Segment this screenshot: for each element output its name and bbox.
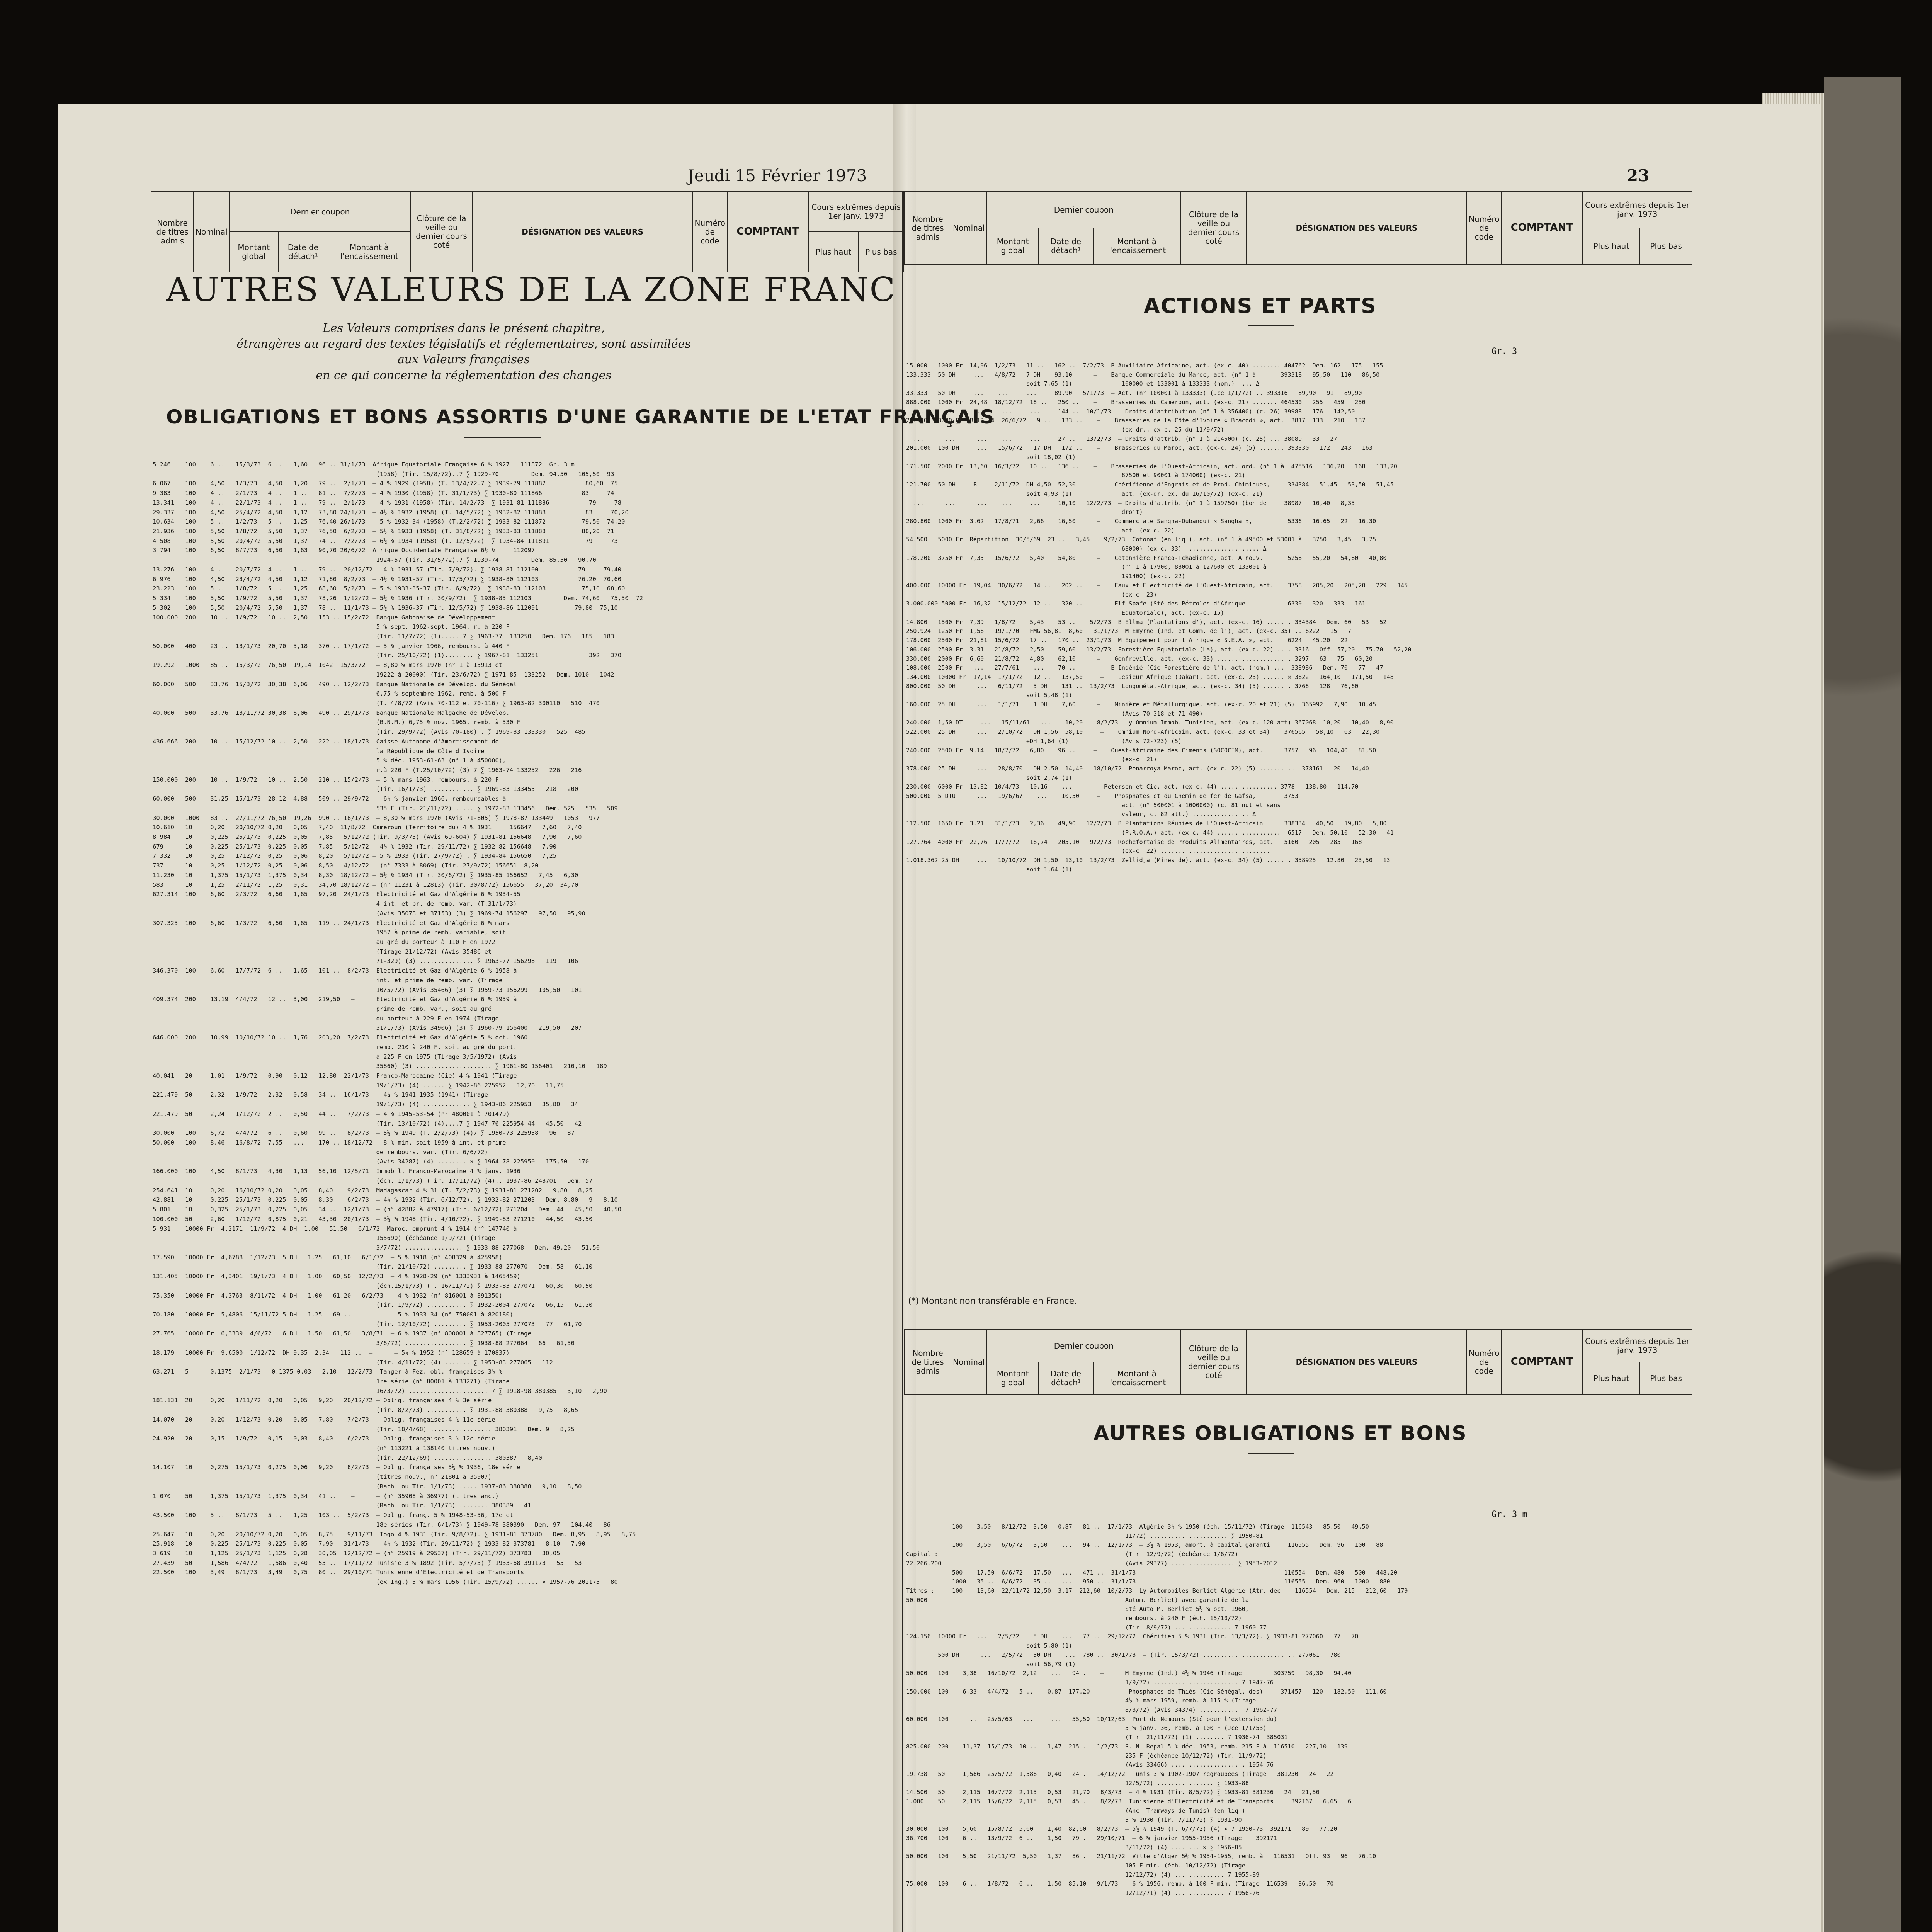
- table-row: (Tir. 16/1/73) ............ ∑ 1969-83 133455 218 200: [153, 786, 578, 793]
- table-row: 11/72) ...................... ∑ 1950-81: [906, 1532, 1263, 1539]
- hdr-plus-bas-r: Plus bas: [1640, 228, 1692, 264]
- table-row: 29.337 100 4,50 25/4/72 4,50 1,12 73,80 24/1/73 — 4½ % 1932 (1958) (T. 14/5/72) ∑ 1932-82 111888 83 70,20: [153, 509, 629, 516]
- table-row: Titres : 100 13,60 22/11/72 12,50 3,17 212,60 10/2/73 Ly Automobiles Berliet Algérie (Atr. dec 116554 Dem. 215 212,60 179: [906, 1587, 1408, 1594]
- table-row: 10.610 10 0,20 20/10/72 0,20 0,05 7,40 11/8/72 Cameroun (Territoire du) 4 % 1931 156647 7,60 7,40: [153, 824, 582, 831]
- table-row: à 225 F en 1975 (Tirage 3/5/1972) (Avis: [153, 1053, 517, 1060]
- section-rule: [1248, 325, 1294, 326]
- table-row: (Avis 33466) ..................... 1954-76: [906, 1761, 1274, 1769]
- center-divider: [902, 191, 903, 1932]
- table-row: 230.000 6000 Fr 13,82 10/4/73 10,16 ... — Petersen et Cie, act. (ex-c. 44) ................ 3778 138,80 114,70: [906, 783, 1359, 791]
- actions-table-body: [906, 361, 1690, 1281]
- table-row: (titres nouv., n° 21801 à 35907): [153, 1473, 492, 1481]
- table-row: 13.276 100 4 .. 20/7/72 4 .. 1 .. 79 .. 20/12/72 — 4 % 1931-57 (Tir. 7/9/72). ∑ 1938-81 112100 79 79,40: [153, 566, 622, 573]
- hdr-code: Numéro de code: [693, 192, 727, 272]
- table-row: 87500 et 90001 à 174000) (ex-c. 21): [906, 472, 1245, 479]
- table-row: 19.738 50 1,586 25/5/72 1,586 0,40 24 .. 14/12/72 Tunis 3 % 1902-1907 regroupées (Tirage 381230 24 22: [906, 1770, 1334, 1777]
- table-row: 133.333 50 DH ... 4/8/72 7 DH 93,10 — Banque Commerciale du Maroc, act. (n° 1 à 393318 95,50 110 86,50: [906, 371, 1380, 378]
- table-row: 5 % déc. 1953-61-63 (n° 1 à 450000),: [153, 757, 506, 764]
- table-row: 23.223 100 5 .. 1/8/72 5 .. 1,25 68,60 5/2/73 — 5 % 1933-35-37 (Tir. 6/9/72) ∑ 1938-83 112108 75,10 68,60: [153, 585, 625, 592]
- actions-section-title: ACTIONS ET PARTS: [1144, 294, 1377, 318]
- table-row: remb. 210 à 240 F, soit au gré du port.: [153, 1043, 517, 1051]
- hdr-montant-global-r: Montant global: [987, 228, 1039, 264]
- table-row: ... ... ... ... ... 27 .. 13/2/73 — Droits d'attrib. (n° 1 à 214500) (c. 25) ... 38089 33 27: [906, 435, 1337, 442]
- table-row: 106.000 2500 Fr 3,31 21/8/72 2,50 59,60 13/2/73 Forestière Equatoriale (La), act. (ex-c. 22) .... 3316 Off. 57,20 75,70 52,20: [906, 646, 1412, 653]
- hdr-montant-encaissement-o: Montant à l'encaissement: [1093, 1362, 1181, 1395]
- table-row: (ex-c. 21): [906, 756, 1157, 763]
- table-row: (Tir. 11/7/72) (1)......7 ∑ 1963-77 133250 Dem. 176 185 183: [153, 633, 614, 640]
- table-row: du porteur à 229 F en 1974 (Tirage: [153, 1015, 499, 1022]
- table-row: 24.920 20 0,15 1/9/72 0,15 0,03 8,40 6/2/73 — Oblig. françaises 3 % 12e série: [153, 1435, 495, 1442]
- table-row: 9.383 100 4 .. 2/1/73 4 .. 1 .. 81 .. 7/2/73 — 4 % 1930 (1958) (T. 31/1/73) ∑ 1930-80 111866 83 74: [153, 490, 614, 497]
- table-row: (Tir. 8/9/72) ................ 7 1960-77: [906, 1624, 1267, 1631]
- table-row: 1re série (n° 80001 à 133271) (Tirage: [153, 1378, 510, 1385]
- hdr-cloture: Clôture de la veille ou dernier cours coté: [411, 192, 473, 272]
- table-row: 3/6/72) ................. ∑ 1938-88 277064 66 61,50: [153, 1340, 575, 1347]
- table-row: 60.000 100 ... 25/5/63 ... ... 55,50 10/12/63 Port de Nemours (Sté pour l'extension du): [906, 1715, 1277, 1723]
- oblig-column-header: [904, 1329, 1692, 1395]
- hdr-cloture-r: Clôture de la veille ou dernier cours coté: [1181, 192, 1247, 264]
- table-row: (ex-c. 22) ...............................: [906, 847, 1270, 855]
- table-row: 27.765 10000 Fr 6,3339 4/6/72 6 DH 1,50 61,50 3/8/71 — 6 % 1937 (n° 800001 à 827765) (Tirage: [153, 1330, 531, 1337]
- hdr-montant-global-o: Montant global: [987, 1362, 1039, 1395]
- hdr-code-o: Numéro de code: [1467, 1330, 1501, 1395]
- right-column-header: [904, 191, 1692, 265]
- table-row: (éch. 1/1/73) (Tir. 17/11/72) (4).. 1937-86 248701 Dem. 57: [153, 1177, 593, 1184]
- subtitle-line: étrangères au regard des textes législatifs et réglementaires, sont assimilées aux Valeurs françaises: [236, 337, 691, 366]
- table-row: 13.341 100 4 .. 22/1/73 4 .. 1 .. 79 .. 2/1/73 — 4 % 1931 (1958) (Tir. 14/2/73 ∑ 1931-81 111886 79 78: [153, 499, 622, 506]
- hdr-plus-haut: Plus haut: [808, 232, 859, 272]
- hdr-dernier-coupon-r: Dernier coupon: [987, 192, 1181, 228]
- table-row: 25.918 10 0,225 25/1/73 0,225 0,05 7,90 31/1/73 — 4½ % 1932 (Tir. 29/11/72) ∑ 1933-82 373781 8,10 7,90: [153, 1540, 585, 1548]
- table-row: 10.634 100 5 .. 1/2/73 5 .. 1,25 76,40 26/1/73 — 5 % 1932-34 (1958) (T.2/2/72) ∑ 1933-82 111872 79,50 74,20: [153, 518, 625, 526]
- table-row: soit 5,48 (1): [906, 692, 1072, 699]
- table-row: 500.000 5 DTU ... 19/6/67 ... 10,50 — Phosphates et du Chemin de fer de Gafsa, 3753: [906, 793, 1298, 800]
- table-row: 60.000 500 33,76 15/3/72 30,38 6,06 490 .. 12/2/73 Banque Nationale de Dévelop. du Sénégal: [153, 680, 517, 688]
- table-row: prime de remb. var., soit au gré: [153, 1005, 492, 1012]
- table-row: (Tir. 21/10/72) ......... ∑ 1933-88 277070 Dem. 58 61,10: [153, 1263, 593, 1270]
- table-row: 63.271 5 0,1375 2/1/73 0,1375 0,03 2,10 12/2/73 Tanger à Fez, obl. françaises 3½ %: [153, 1368, 503, 1376]
- table-row: 68000) (ex-c. 33) ..................... Δ: [906, 545, 1267, 553]
- table-row: (ex-c. 23): [906, 591, 1157, 598]
- table-row: (ex-dr., ex-c. 25 du 11/9/72): [906, 426, 1224, 433]
- hdr-titres-r: Nombre de titres admis: [905, 192, 951, 264]
- table-row: (Avis 35078 et 37153) (3) ∑ 1969-74 156297 97,50 95,90: [153, 910, 585, 917]
- table-row: 19/1/73) (4) ...... ∑ 1942-86 225952 12,70 11,75: [153, 1082, 564, 1089]
- table-row: (Tir. 1/9/72) ........... ∑ 1932-2004 277072 66,15 61,20: [153, 1301, 593, 1309]
- table-row: 3.000.000 5000 Fr 16,32 15/12/72 12 .. 320 .. — Elf-Spafe (Sté des Pétroles d'Afrique 6339 320 333 161: [906, 600, 1366, 607]
- table-row: 15.000 1000 Fr 14,96 1/2/73 11 .. 162 .. 7/2/73 B Auxiliaire Africaine, act. (ex-c. 40) ........ 404762 Dem. 162 175 155: [906, 362, 1383, 369]
- table-row: 19.292 1000 85 .. 15/3/72 76,50 19,14 1042 15/3/72 — 8,80 % mars 1970 (n° 1 à 15913 et: [153, 662, 503, 669]
- table-row: 60.000 500 31,25 15/1/73 28,12 4,88 509 .. 29/9/72 — 6½ % janvier 1966, remboursables à: [153, 795, 506, 803]
- table-row: (B.N.M.) 6,75 % nov. 1965, remb. à 530 F: [153, 719, 520, 726]
- table-row: soit 4,93 (1) act. (ex-dr. ex. du 16/10/72) (ex-c. 21): [906, 490, 1263, 497]
- table-row: 54.500 5000 Fr Répartition 30/5/69 23 .. 3,45 9/2/73 Cotonaf (en liq.), act. (n° 1 à 49500 et 53001 à 3750 3,45 3,75: [906, 536, 1376, 543]
- table-row: 5.801 10 0,325 25/1/73 0,225 0,05 34 .. 12/1/73 — (n° 42882 à 47917) (Tir. 6/12/72) 271204 Dem. 44 45,50 40,50: [153, 1206, 622, 1213]
- table-row: 14.070 20 0,20 1/12/73 0,20 0,05 7,80 7/2/73 — Oblig. françaises 4 % 11e série: [153, 1416, 495, 1423]
- hdr-montant-encaissement: Montant à l'encaissement: [328, 232, 411, 272]
- table-row: 280.800 1000 Fr 3,62 17/8/71 2,66 16,50 — Commerciale Sangha-Oubangui « Sangha », 5336 16,65 22 16,30: [906, 517, 1376, 525]
- table-row: 4½ % mars 1959, remb. à 115 % (Tirage: [906, 1697, 1256, 1704]
- table-row: soit 56,79 (1): [906, 1660, 1076, 1668]
- table-row: 25.647 10 0,20 20/10/72 0,20 0,05 8,75 9/11/73 Togo 4 % 1931 (Tir. 9/8/72). ∑ 1931-81 373780 Dem. 8,95 8,95 8,75: [153, 1531, 636, 1538]
- table-row: (Tir. 21/11/72) (1) ........ 7 1936-74 385031: [906, 1734, 1288, 1741]
- table-row: 14.107 10 0,275 15/1/73 0,275 0,06 9,20 8/2/73 — Oblig. françaises 5½ % 1936, 18e série: [153, 1464, 520, 1471]
- table-row: 1957 à prime de remb. variable, soit: [153, 929, 506, 936]
- oblig-section-title: AUTRES OBLIGATIONS ET BONS: [1094, 1422, 1467, 1445]
- table-row: 71-329) (3) ............... ∑ 1963-77 156298 119 106: [153, 957, 578, 965]
- table-row: 75.350 10000 Fr 4,3763 8/11/72 4 DH 1,00 61,20 6/2/73 — 4 % 1932 (n° 816001 à 891350): [153, 1292, 503, 1299]
- actions-group: Gr. 3: [1492, 347, 1517, 356]
- table-row: rembours. à 240 F (éch. 15/10/72): [906, 1615, 1242, 1622]
- table-row: Capital : (Tir. 12/9/72) (échéance 1/6/72): [906, 1551, 1238, 1558]
- table-row: 16/3/72) ...................... 7 ∑ 1918-98 380385 3,10 2,90: [153, 1387, 607, 1395]
- table-row: 100 3,50 6/6/72 3,50 ... 94 .. 12/1/73 — 3½ % 1953, amort. à capital garanti 116555 Dem. 96 100 88: [906, 1541, 1383, 1549]
- table-row: 21.936 100 5,50 1/8/72 5,50 1,37 76,50 6/2/73 — 5½ % 1933 (1958) (T. 31/8/72) ∑ 1933-83 111888 80,20 71: [153, 528, 614, 535]
- hdr-cours-extremes: Cours extrêmes depuis 1er janv. 1973: [808, 192, 904, 232]
- table-row: 221.479 50 2,32 1/9/72 2,32 0,58 34 .. 16/1/73 — 4¼ % 1941-1935 (1941) (Tirage: [153, 1091, 488, 1099]
- table-row: 8.984 10 0,225 25/1/73 0,225 0,05 7,85 5/12/72 (Tir. 9/3/73) (Avis 69-604) ∑ 1931-81 156648 7,90 7,60: [153, 833, 582, 841]
- hdr-comptant-r: COMPTANT: [1501, 192, 1582, 264]
- table-row: (Avis 34287) (4) ........ × ∑ 1964-78 225950 175,50 170: [153, 1158, 589, 1165]
- table-row: 6,75 % septembre 1962, remb. à 500 F: [153, 690, 506, 697]
- hdr-cours-extremes-r: Cours extrêmes depuis 1er janv. 1973: [1582, 192, 1692, 228]
- table-row: +DH 1,64 (1) (Avis 72-723) (5): [906, 737, 1182, 745]
- table-row: 5 % janv. 36, remb. à 100 F (Jce 1/1/53): [906, 1725, 1267, 1732]
- table-row: 1.000 50 2,115 15/6/72 2,115 0,53 45 .. 8/2/73 Tunisienne d'Electricité et de Transports 392167 6,65 6: [906, 1798, 1352, 1805]
- table-row: (Anc. Tramways de Tunis) (en liq.): [906, 1807, 1245, 1814]
- table-row: (1958) (Tir. 15/8/72)..7 ∑ 1929-70 Dem. 94,50 105,50 93: [153, 470, 614, 478]
- table-row: 50.000 100 5,50 21/11/72 5,50 1,37 86 .. 21/11/72 Ville d'Alger 5½ % 1954-1955, remb. à 116531 Off. 93 96 76,10: [906, 1853, 1376, 1860]
- table-row: 43.500 100 5 .. 8/1/73 5 .. 1,25 103 .. 5/2/73 — Oblig. franç. 5 % 1948-53-56, 17e et: [153, 1512, 514, 1519]
- table-row: (Tir. 12/10/72) ......... ∑ 1953-2005 277073 77 61,70: [153, 1320, 582, 1328]
- hdr-titres-o: Nombre de titres admis: [905, 1330, 951, 1395]
- table-row: 124.156 10000 Fr ... 2/5/72 5 DH ... 77 .. 29/12/72 Chérifien 5 % 1931 (Tir. 13/3/72). ∑ 1933-81 277060 77 70: [906, 1633, 1359, 1640]
- table-row: 378.000 25 DH ... 28/8/70 DH 2,50 14,40 18/10/72 Penarroya-Maroc, act. (ex-c. 22) (5) .......... 378161 20 14,40: [906, 765, 1369, 772]
- table-row: 3/7/72) ................ ∑ 1933-88 277068 Dem. 49,20 51,50: [153, 1244, 600, 1251]
- table-row: 6.067 100 4,50 1/3/73 4,50 1,20 79 .. 2/1/73 — 4 % 1929 (1958) (T. 13/4/72.7 ∑ 1939-79 111882 80,60 75: [153, 480, 618, 487]
- table-row: 50.000 100 8,46 16/8/72 7,55 ... 170 .. 18/12/72 — 8 % min. soit 1959 à int. et prime: [153, 1139, 506, 1146]
- table-row: 36.700 100 6 .. 13/9/72 6 .. 1,50 79 .. 29/10/71 — 6 % janvier 1955-1956 (Tirage 392171: [906, 1834, 1277, 1842]
- hdr-date-detach-r: Date de détach¹: [1039, 228, 1093, 264]
- table-row: la République de Côte d'Ivoire: [153, 747, 485, 755]
- table-row: droit): [906, 509, 1143, 516]
- table-row: (Tir. 4/11/72) (4) ....... ∑ 1953-83 277065 112: [153, 1359, 553, 1366]
- hdr-designation: DÉSIGNATION DES VALEURS: [473, 192, 693, 272]
- footnote: (*) Montant non transférable en France.: [908, 1296, 1077, 1306]
- table-row: 14.800 1500 Fr 7,39 1/8/72 5,43 53 .. 5/2/73 B Ellma (Plantations d'), act. (ex-c. 16) ....... 334384 Dem. 60 53 52: [906, 618, 1387, 626]
- table-row: 307.325 100 6,60 1/3/72 6,60 1,65 119 .. 24/1/73 Electricité et Gaz d'Algérie 6 % mars: [153, 919, 510, 927]
- table-row: 33.333 50 DH ... ... ... 89,90 5/1/73 — Act. (n° 100001 à 133333) (Jce 1/1/72) .. 393316 89,90 91 89,90: [906, 389, 1362, 397]
- table-row: 346.370 100 6,60 17/7/72 6 .. 1,65 101 .. 8/2/73 Electricité et Gaz d'Algérie 6 % 1958 à: [153, 967, 517, 975]
- table-row: 330.000 2000 Fr 6,60 21/8/72 4,80 62,10 — Gonfreville, act. (ex-c. 33) ..................... 3297 63 75 60,20: [906, 655, 1372, 662]
- table-row: 6.976 100 4,50 23/4/72 4,50 1,12 71,80 8/2/73 — 4½ % 1931-57 (Tir. 17/5/72) ∑ 1938-80 112103 76,20 70,60: [153, 575, 622, 583]
- table-row: 30.000 100 5,60 15/8/72 5,60 1,40 82,60 8/2/73 — 5½ % 1949 (T. 6/7/72) (4) × 7 1950-73 392171 89 77,20: [906, 1825, 1337, 1833]
- table-row: 50.000 Autom. Berliet) avec garantie de la: [906, 1596, 1249, 1604]
- section-rule: [464, 437, 541, 438]
- table-row: 40.000 500 33,76 13/11/72 30,38 6,06 490 .. 29/1/73 Banque Nationale Malgache de Dévelop.: [153, 709, 510, 716]
- table-row: soit 1,64 (1): [906, 866, 1072, 873]
- table-row: 14.500 50 2,115 10/7/72 2,115 0,53 21,70 8/3/73 — 4 % 1931 (Tir. 8/5/72) ∑ 1933-81 381236 24 21,50: [906, 1789, 1320, 1796]
- table-row: 166.000 100 4,50 8/1/73 4,30 1,13 56,10 12/5/71 Immobil. Franco-Marocaine 4 % janv. 1936: [153, 1168, 520, 1175]
- table-row: 201.000 100 DH ... 15/6/72 17 DH 172 .. — Brasseries du Maroc, act. (ex-c. 24) (5) ....... 393330 172 243 163: [906, 444, 1372, 452]
- table-row: 27.439 50 1,586 4/4/72 1,586 0,40 53 .. 17/11/72 Tunisie 3 % 1892 (Tir. 5/7/73) ∑ 1933-68 391173 55 53: [153, 1559, 582, 1566]
- left-column-header: [151, 191, 904, 272]
- hdr-cloture-o: Clôture de la veille ou dernier cours coté: [1181, 1330, 1247, 1395]
- table-row: 3.794 100 6,50 8/7/73 6,50 1,63 90,70 20/6/72 Afrique Occidentale Française 6½ % 112097: [153, 547, 535, 554]
- table-row: 240.000 2500 Fr 9,14 18/7/72 6,80 96 .. — Ouest-Africaine des Ciments (SOCOCIM), act. 3757 96 104,40 81,50: [906, 747, 1376, 754]
- table-row: 235 F (échéance 10/12/72) (Tir. 11/9/72): [906, 1752, 1267, 1759]
- table-row: 888.000 1000 Fr 24,48 18/12/72 18 .. 250 .. — Brasseries du Cameroun, act. (ex-c. 21) ....... 464530 255 459 250: [906, 398, 1366, 406]
- hdr-nominal-r: Nominal: [951, 192, 987, 264]
- table-row: 191400) (ex-c. 22): [906, 573, 1185, 580]
- table-row: 257.400 3000 Fr B 12,24 26/6/72 9 .. 133 .. — Brasseries de la Côte d'Ivoire « Bracodi », act. 3817 133 210 137: [906, 417, 1366, 424]
- table-row: 400.000 10000 Fr 19,04 30/6/72 14 .. 202 .. — Eaux et Electricité de l'Ouest-Africain, act. 3758 205,20 205,20 229 145: [906, 582, 1408, 589]
- table-row: (Tir. 18/4/68) ................. 380391 Dem. 9 8,25: [153, 1425, 575, 1433]
- table-row: 127.764 4000 Fr 22,76 17/7/72 16,74 205,10 9/2/73 Rochefortaise de Produits Alimentaires, act. 5160 205 285 168: [906, 838, 1362, 845]
- hdr-dernier-coupon-o: Dernier coupon: [987, 1330, 1181, 1362]
- table-row: 5.246 100 6 .. 15/3/73 6 .. 1,60 96 .. 31/1/73 Afrique Equatoriale Française 6 % 1927 111872 Gr. 3 m: [153, 461, 575, 468]
- table-row: 800.000 50 DH ... 6/11/72 5 DH 131 .. 13/2/73 Longométal-Afrique, act. (ex-c. 34) (5) ........ 3768 128 76,60: [906, 682, 1359, 690]
- table-row: 50.000 100 3,38 16/10/72 2,12 ... 94 .. — M Emyrne (Ind.) 4½ % 1946 (Tirage 303759 98,30 94,40: [906, 1670, 1352, 1677]
- table-row: 150.000 200 10 .. 1/9/72 10 .. 2,50 210 .. 15/2/73 — 5 % mars 1963, rembours. à 220 F: [153, 776, 499, 783]
- table-row: 646.000 200 10,99 10/10/72 10 .. 1,76 203,20 7/2/73 Electricité et Gaz d'Algérie 5 % oct. 1960: [153, 1034, 528, 1041]
- table-row: 19222 à 20000) (Tir. 23/6/72) ∑ 1971-85 133252 Dem. 1010 1042: [153, 671, 614, 678]
- hdr-plus-haut-o: Plus haut: [1582, 1362, 1640, 1395]
- table-row: 22.266.200 (Avis 29377) .................. ∑ 1953-2012: [906, 1560, 1277, 1567]
- table-row: 12/12/72) (4) .............. 7 1955-89: [906, 1871, 1260, 1878]
- table-row: 1.070 50 1,375 15/1/73 1,375 0,34 41 .. — — (n° 35908 à 36977) (titres anc.): [153, 1492, 499, 1500]
- table-row: 500 17,50 6/6/72 17,50 ... 471 .. 31/1/73 — 116554 Dem. 480 500 448,20: [906, 1569, 1397, 1576]
- table-row: 1000 35 .. 6/6/72 35 .. ... 950 .. 31/1/73 — 116555 Dem. 960 1000 880: [906, 1578, 1390, 1585]
- table-row: (T. 4/8/72 (Avis 70-112 et 70-116) ∑ 1963-82 300110 510 470: [153, 699, 600, 707]
- table-row: 5 % sept. 1962-sept. 1964, r. à 220 F: [153, 623, 510, 631]
- table-row: 11.230 10 1,375 15/1/73 1,375 0,34 8,30 18/12/72 — 5½ % 1934 (Tir. 30/6/72) ∑ 1935-85 156652 7,45 6,30: [153, 871, 578, 879]
- table-row: (Tir. 13/10/72) (4)....7 ∑ 1947-76 225954 44 45,50 42: [153, 1120, 582, 1127]
- table-row: Sté Auto M. Berliet 5½ % oct. 1960,: [906, 1605, 1249, 1613]
- table-row: 40.041 20 1,01 1/9/72 0,90 0,12 12,80 22/1/73 Franco-Marocaine (Cie) 4 % 1941 (Tirage: [153, 1072, 517, 1079]
- table-row: 50.000 400 23 .. 13/1/73 20,70 5,18 370 .. 17/1/72 — 5 % janvier 1966, rembours. à 440 F: [153, 642, 510, 650]
- table-row: 17.590 10000 Fr 4,6788 1/12/73 5 DH 1,25 61,10 6/1/72 — 5 % 1918 (n° 408329 à 425958): [153, 1253, 503, 1261]
- table-row: act. (n° 500001 à 1000000) (c. 81 nul et sans: [906, 801, 1281, 809]
- table-row: 627.314 100 6,60 2/3/72 6,60 1,65 97,20 24/1/73 Electricité et Gaz d'Algérie 6 % 1934-55: [153, 891, 520, 898]
- table-row: 108.000 2500 Fr ... 27/7/61 ... 70 .. — B Indénié (Cie Forestière de l'), act. (nom.) .... 338986 Dem. 70 77 47: [906, 664, 1383, 672]
- hdr-montant-encaissement-r: Montant à l'encaissement: [1093, 228, 1181, 264]
- hdr-montant-global: Montant global: [230, 232, 278, 272]
- table-row: 12/5/72) ................ ∑ 1933-88: [906, 1779, 1249, 1787]
- table-row: 100.000 200 10 .. 1/9/72 10 .. 2,50 153 .. 15/2/72 Banque Gabonaise de Développement: [153, 614, 495, 621]
- table-row: (Tir. 25/10/72) (1)........ ∑ 1967-81 133251 392 370: [153, 652, 622, 659]
- hdr-designation-r: DÉSIGNATION DES VALEURS: [1247, 192, 1467, 264]
- table-row: soit 2,74 (1): [906, 774, 1072, 781]
- table-row: (Tir. 22/12/69) ................ 380387 8,40: [153, 1454, 542, 1461]
- table-row: (Tir. 29/9/72) (Avis 70-180) . ∑ 1969-83 133330 525 485: [153, 728, 585, 736]
- table-row: soit 5,80 (1): [906, 1642, 1072, 1650]
- table-row: 5.302 100 5,50 20/4/72 5,50 1,37 78 .. 11/1/73 — 5½ % 1936-37 (Tir. 12/5/72) ∑ 1938-86 112091 79,80 75,10: [153, 604, 618, 611]
- hdr-comptant-o: COMPTANT: [1501, 1330, 1582, 1395]
- table-row: 4.508 100 5,50 20/4/72 5,50 1,37 74 .. 7/2/73 — 6½ % 1934 (1958) (T. 12/5/72) ∑ 1934-84 111891 79 73: [153, 537, 618, 544]
- left-table-body: [153, 460, 898, 1932]
- table-row: 583 10 1,25 2/11/72 1,25 0,31 34,70 18/12/72 — (n° 11231 à 12813) (Tir. 30/8/72) 156655 37,20 34,70: [153, 881, 578, 888]
- table-row: 3/11/72) (4) ........ × ∑ 1956-85: [906, 1844, 1242, 1851]
- table-row: 155690) (échéance 1/9/72) (Tirage: [153, 1235, 495, 1242]
- table-row: (Rach. ou Tir. 1/1/73) ........ 380389 41: [153, 1502, 531, 1509]
- table-row: 30.000 100 6,72 4/4/72 6 .. 0,60 99 .. 8/2/73 — 5½ % 1949 (T. 2/2/73) (4)7 ∑ 1950-73 225958 96 87: [153, 1129, 575, 1137]
- table-row: 18e séries (Tir. 6/1/73) ∑ 1949-78 380390 Dem. 97 104,40 86: [153, 1521, 611, 1528]
- table-row: 1924-57 (Tir. 31/5/72).7 ∑ 1939-74 Dem. 85,50 90,70: [153, 556, 596, 564]
- table-row: 22.500 100 3,49 8/1/73 3,49 0,75 80 .. 29/10/71 Tunisienne d'Electricité et de Transports: [153, 1569, 524, 1576]
- table-row: 75.000 100 6 .. 1/8/72 6 .. 1,50 85,10 9/1/73 — 6 % 1956, remb. à 100 F min. (Tirage 116539 86,50 70: [906, 1880, 1334, 1888]
- table-row: 105 F min. (éch. 10/12/72) (Tirage: [906, 1862, 1245, 1869]
- table-row: (P.R.O.A.) act. (ex-c. 44) .................. 6517 Dem. 50,10 52,30 41: [906, 829, 1394, 836]
- table-row: (Tirage 21/12/72) (Avis 35486 et: [153, 948, 492, 955]
- section-rule: [1248, 1453, 1294, 1454]
- hdr-plus-haut-r: Plus haut: [1582, 228, 1640, 264]
- page-number: 23: [1627, 166, 1650, 185]
- table-row: 825.000 200 11,37 15/1/73 10 .. 1,47 215 .. 1/2/73 S. N. Repal 5 % déc. 1953, remb. 215 F à 116510 227,10 139: [906, 1743, 1348, 1750]
- table-row: 100.000 50 2,60 1/12/72 0,875 0,21 43,30 20/1/73 — 3½ % 1948 (Tir. 4/10/72). ∑ 1949-83 271210 44,50 43,50: [153, 1215, 593, 1223]
- table-row: 679 10 0,225 25/1/73 0,225 0,05 7,85 5/12/72 — 4½ % 1932 (Tir. 29/11/72) ∑ 1932-82 156648 7,90: [153, 843, 557, 850]
- table-row: 5 % 1930 (Tir. 7/11/72) ∑ 1931-90: [906, 1816, 1242, 1823]
- book-cover: [1824, 77, 1901, 1932]
- table-row: (Rach. ou Tir. 1/1/73) ..... 1937-86 380388 9,10 8,50: [153, 1483, 582, 1490]
- table-row: 250.924 1250 Fr 1,56 19/1/70 FMG 56,81 8,60 31/1/73 M Emyrne (Ind. et Comm. de l'), act. (ex-c. 35) .. 6222 15 7: [906, 628, 1352, 635]
- left-title: AUTRES VALEURS DE LA ZONE FRANC: [166, 270, 896, 309]
- table-row: Equatoriale), act. (ex-c. 15): [906, 609, 1224, 616]
- table-row: 178.200 3750 Fr 7,35 15/6/72 5,40 54,80 — Cotonnière Franco-Tchadienne, act. A nouv. 5258 55,20 54,80 40,80: [906, 554, 1387, 561]
- hdr-date-detach: Date de détach¹: [278, 232, 328, 272]
- table-row: 5.334 100 5,50 1/9/72 5,50 1,37 78,26 1/12/72 — 5½ % 1936 (Tir. 30/9/72) ∑ 1938-85 112103 Dem. 74,60 75,50 72: [153, 595, 643, 602]
- table-row: 100 3,50 8/12/72 3,50 0,87 81 .. 17/1/73 Algérie 3½ % 1950 (éch. 15/11/72) (Tirage 116543 85,50 49,50: [906, 1523, 1369, 1530]
- table-row: 522.000 25 DH ... 2/10/72 DH 1,56 58,10 — Omnium Nord-Africain, act. (ex-c. 33 et 34) 376565 58,10 63 22,30: [906, 728, 1380, 736]
- hdr-comptant: COMPTANT: [727, 192, 808, 272]
- table-row: 1.018.362 25 DH ... 10/10/72 DH 1,50 13,10 13/2/73 Zellidja (Mines de), act. (ex-c. 34) (5) ....... 358925 12,80 23,50 13: [906, 856, 1390, 864]
- hdr-cours-extremes-o: Cours extrêmes depuis 1er janv. 1973: [1582, 1330, 1692, 1362]
- oblig-group: Gr. 3 m: [1492, 1510, 1527, 1519]
- table-row: 3.619 10 1,125 25/1/73 1,125 0,28 30,05 12/12/72 — (n° 25919 à 29537) (Tir. 29/11/72) 373783 30,05: [153, 1549, 560, 1557]
- table-row: (Avis 70-318 et 71-490): [906, 710, 1203, 717]
- table-row: 19/1/73) (4) ............. ∑ 1943-86 225953 35,80 34: [153, 1101, 578, 1108]
- table-row: 254.641 10 0,20 16/10/72 0,20 0,05 8,40 9/2/73 Madagascar 4 % 31 (T. 7/2/73) ∑ 1931-81 271202 9,80 8,25: [153, 1187, 593, 1194]
- table-row: (Tir. 8/2/73) ........... ∑ 1931-88 380388 9,75 8,65: [153, 1406, 578, 1414]
- table-row: 5.931 10000 Fr 4,2171 11/9/72 4 DH 1,00 51,50 6/1/72 Maroc, emprunt 4 % 1914 (n° 147740 à: [153, 1225, 517, 1232]
- hdr-dernier-coupon: Dernier coupon: [230, 192, 411, 232]
- table-row: 35860) (3) ..................... ∑ 1961-80 156401 210,10 189: [153, 1063, 607, 1070]
- table-row: valeur, c. 82 att.) ................ Δ: [906, 811, 1256, 818]
- table-row: 121.700 50 DH B 2/11/72 DH 4,50 52,30 — Chérifienne d'Engrais et de Prod. Chimiques, 334384 51,45 53,50 51,45: [906, 481, 1394, 488]
- table-row: r.à 220 F (T.25/10/72) (3) 7 ∑ 1963-74 133252 226 216: [153, 767, 582, 774]
- table-row: 18.179 10000 Fr 9,6500 1/12/72 DH 9,35 2,34 112 .. — — 5½ % 1952 (n° 128659 à 170837): [153, 1349, 510, 1356]
- table-row: int. et prime de remb. var. (Tirage: [153, 976, 503, 984]
- table-row: soit 7,65 (1) 100000 et 133001 à 133333 (nom.) .... Δ: [906, 380, 1260, 388]
- table-row: (éch.15/1/73) (T. 16/11/72) ∑ 1933-83 277071 60,30 60,50: [153, 1282, 593, 1289]
- table-row: de rembours. var. (Tir. 6/6/72): [153, 1148, 488, 1156]
- table-row: act. (ex-c. 22): [906, 527, 1175, 534]
- table-row: 240.000 1,50 DT ... 15/11/61 ... 10,20 8/2/73 Ly Omnium Immob. Tunisien, act. (ex-c. 120 att) 367068 10,20 10,40 8,90: [906, 719, 1394, 726]
- hdr-plus-bas-o: Plus bas: [1640, 1362, 1692, 1395]
- table-row: 31/1/73) (Avis 34906) (3) ∑ 1960-79 156400 219,50 207: [153, 1024, 582, 1032]
- table-row: 409.374 200 13,19 4/4/72 12 .. 3,00 219,50 — Electricité et Gaz d'Algérie 6 % 1959 à: [153, 996, 517, 1003]
- table-row: 171.500 2000 Fr 13,60 16/3/72 10 .. 136 .. — Brasseries de l'Ouest-Africain, act. ord. (n° 1 à 475516 136,20 168 133,20: [906, 463, 1397, 470]
- hdr-titres: Nombre de titres admis: [151, 192, 194, 272]
- table-row: 500 DH ... 2/5/72 50 DH ... 780 .. 30/1/73 — (Tir. 15/3/72) .......................... 277061 780: [906, 1651, 1341, 1658]
- table-row: 181.131 20 0,20 1/11/72 0,20 0,05 9,20 20/12/72 — Oblig. françaises 4 % 3e série: [153, 1397, 492, 1404]
- table-row: 134.000 10000 Fr 17,14 17/1/72 12 .. 137,50 — Lesieur Afrique (Dakar), act. (ex-c. 23) ...... × 3622 164,10 171,50 148: [906, 673, 1394, 680]
- table-row: 30.000 1000 83 .. 27/11/72 76,50 19,26 990 .. 18/1/73 — 8,30 % mars 1970 (Avis 71-605) ∑ 1978-87 133449 1053 977: [153, 814, 600, 821]
- table-row: 160.000 25 DH ... 1/1/71 1 DH 7,60 — Minière et Métallurgique, act. (ex-c. 20 et 21) (5) 365992 7,90 10,45: [906, 701, 1376, 708]
- table-row: (n° 1 à 17900, 88001 à 127600 et 133001 à: [906, 563, 1267, 571]
- table-row: 42.881 10 0,225 25/1/73 0,225 0,05 8,30 6/2/73 — 4½ % 1932 (Tir. 6/12/72). ∑ 1932-82 271203 Dem. 8,80 9 8,10: [153, 1196, 618, 1204]
- table-row: soit 18,02 (1): [906, 454, 1076, 461]
- table-row: 10/5/72) (Avis 35466) (3) ∑ 1959-73 156299 105,50 101: [153, 986, 582, 993]
- left-subtitle: [232, 321, 696, 383]
- table-row: (n° 113221 à 138140 titres nouv.): [153, 1445, 495, 1452]
- table-row: 8/3/72) (Avis 34374) ............ 7 1962-77: [906, 1706, 1277, 1714]
- hdr-nominal: Nominal: [194, 192, 230, 272]
- table-row: 178.000 2500 Fr 21,81 15/6/72 17 .. 170 .. 23/1/73 M Equipement pour l'Afrique « S.E.A. », act. 6224 45,20 22: [906, 637, 1348, 644]
- page-date: Jeudi 15 Février 1973: [688, 166, 867, 185]
- table-row: 221.479 50 2,24 1/12/72 2 .. 0,50 44 .. 7/2/73 — 4 % 1945-53-54 (n° 480001 à 701479): [153, 1110, 510, 1117]
- hdr-plus-bas: Plus bas: [859, 232, 904, 272]
- subtitle-line: Les Valeurs comprises dans le présent chapitre,: [323, 321, 605, 335]
- hdr-nominal-o: Nominal: [951, 1330, 987, 1395]
- table-row: ... ... ... ... ... 10,10 12/2/73 — Droits d'attrib. (n° 1 à 159750) (bon de 38987 10,40 8,35: [906, 499, 1355, 507]
- table-row: 1/9/72) ........................ 7 1947-76: [906, 1679, 1274, 1686]
- table-row: 535 F (Tir. 21/11/72) ..... ∑ 1972-83 133456 Dem. 525 535 509: [153, 804, 618, 812]
- table-row: 737 10 0,25 1/12/72 0,25 0,06 8,50 4/12/72 — (n° 7333 à 8069) (Tir. 27/9/72) 156651 8,20: [153, 862, 539, 869]
- subtitle-line: en ce qui concerne la réglementation des changes: [316, 368, 612, 382]
- table-row: au gré du porteur à 110 F en 1972: [153, 938, 495, 946]
- oblig-table-body: [906, 1522, 1690, 1932]
- table-row: 131.405 10000 Fr 4,3401 19/1/73 4 DH 1,00 60,50 12/2/73 — 4 % 1928-29 (n° 1333931 à 1465459): [153, 1273, 520, 1280]
- table-row: 112.500 1650 Fr 3,21 31/1/73 2,36 49,90 12/2/73 B Plantations Réunies de l'Ouest-Africain 338334 40,50 19,80 5,80: [906, 820, 1387, 827]
- table-row: 4 int. et pr. de remb. var. (T.31/1/73): [153, 900, 517, 908]
- table-row: 150.000 100 6,33 4/4/72 5 .. 0,87 177,20 — Phosphates de Thiès (Cie Sénégal. des) 371457 120 182,50 111,60: [906, 1688, 1387, 1695]
- table-row: ... ... ... ... ... 144 .. 10/1/73 — Droits d'attribution (n° 1 à 356400) (c. 26) 39988 176 142,50: [906, 408, 1355, 415]
- hdr-code-r: Numéro de code: [1467, 192, 1501, 264]
- hdr-date-detach-o: Date de détach¹: [1039, 1362, 1093, 1395]
- table-row: 12/12/71) (4) .............. 7 1956-76: [906, 1889, 1260, 1897]
- table-row: 70.180 10000 Fr 5,4806 15/11/72 5 DH 1,25 69 .. — — 5 % 1933-34 (n° 750001 à 820180): [153, 1311, 514, 1318]
- hdr-designation-o: DÉSIGNATION DES VALEURS: [1247, 1330, 1467, 1395]
- left-section-title: OBLIGATIONS ET BONS ASSORTIS D'UNE GARANTIE DE L'ETAT FRANÇAIS: [166, 406, 995, 428]
- table-row: 7.332 10 0,25 1/12/72 0,25 0,06 8,20 5/12/72 — 5 % 1933 (Tir. 27/9/72) . ∑ 1934-84 156650 7,25: [153, 852, 557, 860]
- table-row: 436.666 200 10 .. 15/12/72 10 .. 2,50 222 .. 18/1/73 Caisse Autonome d'Amortissement de: [153, 738, 499, 745]
- table-row: (ex Ing.) 5 % mars 1956 (Tir. 15/9/72) ...... × 1957-76 202173 80: [153, 1578, 618, 1586]
